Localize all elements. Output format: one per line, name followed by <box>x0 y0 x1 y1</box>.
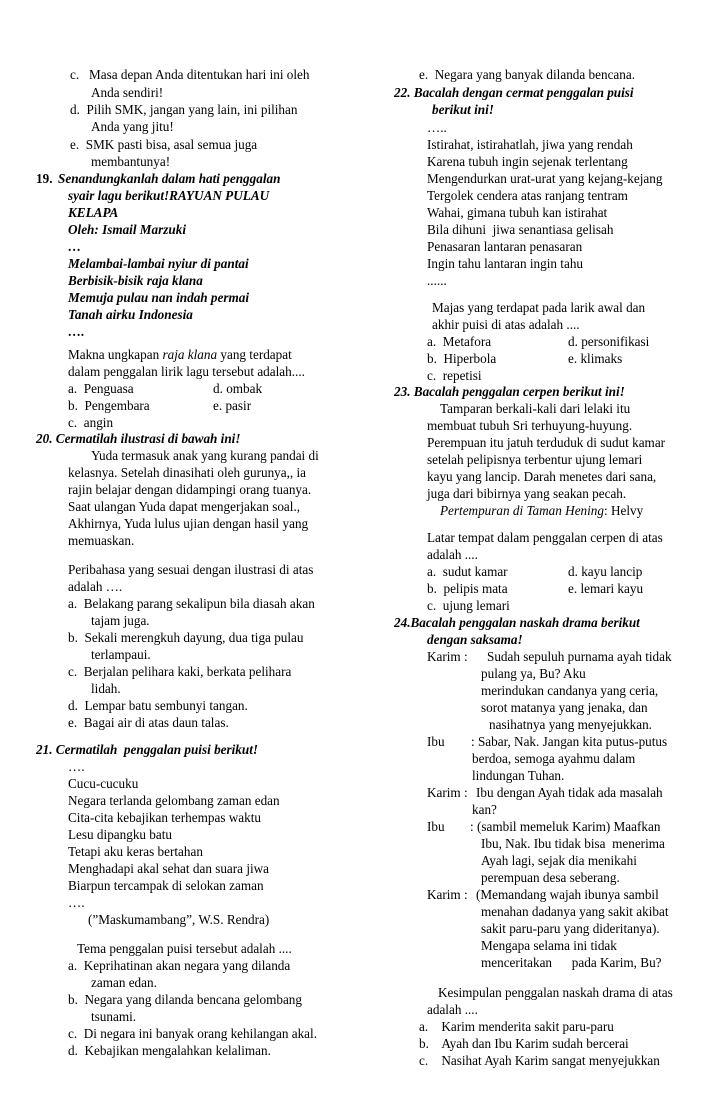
option-b: b. Sekali merengkuh dayung, dua tiga pulau <box>68 630 304 645</box>
option-c: c. Di negara ini banyak orang kehilangan akal. <box>68 1026 317 1041</box>
dialog-line: sorot matanya yang jenaka, dan <box>481 700 648 715</box>
option-e: e. klimaks <box>568 351 623 366</box>
question-24-text: adalah .... <box>427 1002 478 1017</box>
option-c-cont: Anda sendiri! <box>91 85 164 100</box>
question-20-text: adalah …. <box>68 579 123 594</box>
verse-line: … <box>68 239 82 254</box>
option-e: e. Negara yang banyak dilanda bencana. <box>419 67 636 82</box>
option-c: c. angin <box>68 415 114 430</box>
option-c: c. Berjalan pelihara kaki, berkata pelihara <box>68 664 292 679</box>
option-c: c. ujung lemari <box>427 598 510 613</box>
option-a: a. Metafora <box>427 334 492 349</box>
poem-line: Cucu-cucuku <box>68 776 139 791</box>
option-d: d. personifikasi <box>568 334 650 349</box>
option-b: b. Hiperbola <box>427 351 497 366</box>
option-b-cont: terlampaui. <box>91 647 151 662</box>
verse-line: Tanah airku Indonesia <box>68 307 193 322</box>
speaker-label: Karim : <box>427 785 468 800</box>
speaker-label: Karim : <box>427 887 468 902</box>
question-23-text: Latar tempat dalam penggalan cerpen di atas <box>427 530 663 545</box>
option-a-cont: zaman edan. <box>91 975 157 990</box>
option-a: a. Penguasa <box>68 381 134 396</box>
poem-line: ...... <box>427 273 447 288</box>
dialog-line: perempuan desa seberang. <box>481 870 620 885</box>
speaker-label: Karim : <box>427 649 468 664</box>
story-line: memuaskan. <box>68 533 135 548</box>
option-d: d. kayu lancip <box>568 564 643 579</box>
question-19-prompt: syair lagu berikut!RAYUAN PULAU <box>68 188 270 203</box>
question-23-text: adalah .... <box>427 547 478 562</box>
question-19-prompt: Senandungkanlah dalam hati penggalan <box>58 171 281 186</box>
poem-line: Biarpun tercampak di selokan zaman <box>68 878 264 893</box>
question-22-head: berikut ini! <box>432 102 494 117</box>
speaker-label: Ibu <box>427 819 445 834</box>
poem-line: Lesu dipangku batu <box>68 827 173 842</box>
poem-line: …. <box>68 759 85 774</box>
option-a-cont: tajam juga. <box>91 613 150 628</box>
option-d: d. Lempar batu sembunyi tangan. <box>68 698 248 713</box>
dialog-line: lindungan Tuhan. <box>472 768 565 783</box>
story-line: membuat tubuh Sri terhuyung-huyung. <box>427 418 633 433</box>
question-20-head: 20. Cermatilah ilustrasi di bawah ini! <box>36 431 241 446</box>
poem-line: Ingin tahu lantaran ingin tahu <box>427 256 584 271</box>
question-21-text: Tema penggalan puisi tersebut adalah .... <box>77 941 292 956</box>
question-19-text: dalam penggalan lirik lagu tersebut adalah.... <box>68 364 305 379</box>
dialog-line: : Sabar, Nak. Jangan kita putus-putus <box>471 734 668 749</box>
poem-line: Menghadapi akal sehat dan suara jiwa <box>68 861 270 876</box>
dialog-line: : (sambil memeluk Karim) Maafkan <box>470 819 661 834</box>
option-e: e. lemari kayu <box>568 581 644 596</box>
option-c-cont: lidah. <box>91 681 121 696</box>
question-number: 19. <box>36 171 53 186</box>
option-c: c. Masa depan Anda ditentukan hari ini oleh <box>70 67 310 82</box>
story-line: Akhirnya, Yuda lulus ujian dengan hasil yang <box>68 516 309 531</box>
question-24-head: 24.Bacalah penggalan naskah drama berikut <box>394 615 640 630</box>
question-22-text: Majas yang terdapat pada larik awal dan <box>432 300 646 315</box>
poem-line: Tergolek cendera atas ranjang tentram <box>427 188 628 203</box>
story-line: Saat ulangan Yuda dapat mengerjakan soal., <box>68 499 301 514</box>
option-d-cont: Anda yang jitu! <box>91 119 174 134</box>
story-line: kayu yang lancip. Darah menetes dari sana, <box>427 469 657 484</box>
option-d: d. Kebajikan mengalahkan kelaliman. <box>68 1043 271 1058</box>
verse-line: Melambai-lambai nyiur di pantai <box>68 256 249 271</box>
poem-line: Tetapi aku keras bertahan <box>68 844 203 859</box>
option-d: d. Pilih SMK, jangan yang lain, ini pilihan <box>70 102 298 117</box>
dialog-line: (Memandang wajah ibunya sambil <box>476 887 659 902</box>
option-b: b. Pengembara <box>68 398 150 413</box>
poem-line: Mengendurkan urat-urat yang kejang-kejang <box>427 171 663 186</box>
story-line: juga dari bibirnya yang seakan pecah. <box>427 486 627 501</box>
dialog-line: Mengapa selama ini tidak <box>481 938 617 953</box>
story-source: Pertempuran di Taman Hening: Helvy <box>440 503 644 518</box>
option-e: e. SMK pasti bisa, asal semua juga <box>70 137 258 152</box>
question-19-prompt: Oleh: Ismail Marzuki <box>68 222 186 237</box>
question-24-text: Kesimpulan penggalan naskah drama di atas <box>438 985 673 1000</box>
option-d: d. ombak <box>213 381 263 396</box>
poem-line: Negara terlanda gelombang zaman edan <box>68 793 280 808</box>
dialog-line: sakit paru-paru yang dideritanya). <box>481 921 660 936</box>
story-line: setelah pelipisnya terbentur ujung lemari <box>427 452 643 467</box>
dialog-line: kan? <box>472 802 497 817</box>
story-line: kelasnya. Setelah dinasihati oleh gurunya,, ia <box>68 465 307 480</box>
story-line: rajin belajar dengan didampingi orang tuanya. <box>68 482 312 497</box>
question-23-head: 23. Bacalah penggalan cerpen berikut ini! <box>394 384 625 399</box>
dialog-line: Sudah sepuluh purnama ayah tidak <box>487 649 672 664</box>
dialog-line: Ibu dengan Ayah tidak ada masalah <box>476 785 663 800</box>
dialog-line: berdoa, semoga ayahmu dalam <box>472 751 636 766</box>
poem-line: Penasaran lantaran penasaran <box>427 239 583 254</box>
poem-line: Cita-cita kebajikan terhempas waktu <box>68 810 261 825</box>
dialog-line: merindukan candanya yang ceria, <box>481 683 659 698</box>
option-b: b. pelipis mata <box>427 581 508 596</box>
option-a: a. Keprihatinan akan negara yang dilanda <box>68 958 291 973</box>
story-line: Yuda termasuk anak yang kurang pandai di <box>91 448 319 463</box>
poem-source: (”Maskumambang”, W.S. Rendra) <box>88 912 270 927</box>
option-a: a. sudut kamar <box>427 564 508 579</box>
dialog-line: Ibu, Nak. Ibu tidak bisa menerima <box>481 836 665 851</box>
question-22-text: akhir puisi di atas adalah .... <box>432 317 580 332</box>
option-b: b. Negara yang dilanda bencana gelombang <box>68 992 302 1007</box>
verse-line: …. <box>68 324 85 339</box>
verse-line: Berbisik-bisik raja klana <box>68 273 203 288</box>
option-e-cont: membantunya! <box>91 154 171 169</box>
story-line: Tamparan berkali-kali dari lelaki itu <box>440 401 631 416</box>
question-21-head: 21. Cermatilah penggalan puisi berikut! <box>36 742 259 757</box>
poem-line: Bila dihuni jiwa senantiasa gelisah <box>427 222 614 237</box>
option-a: a. Belakang parang sekalipun bila diasah akan <box>68 596 315 611</box>
option-a: a. Karim menderita sakit paru-paru <box>419 1019 614 1034</box>
dialog-line: Ayah lagi, sejak dia menikahi <box>481 853 637 868</box>
dialog-line: pulang ya, Bu? Aku <box>481 666 586 681</box>
dialog-line: menahan dadanya yang sakit akibat <box>481 904 669 919</box>
option-b-cont: tsunami. <box>91 1009 137 1024</box>
poem-line: Wahai, gimana tubuh kan istirahat <box>427 205 608 220</box>
speaker-label: Ibu <box>427 734 445 749</box>
option-e: e. Bagai air di atas daun talas. <box>68 715 229 730</box>
dialog-line: menceritakan pada Karim, Bu? <box>481 955 662 970</box>
question-24-head: dengan saksama! <box>427 632 523 647</box>
question-20-text: Peribahasa yang sesuai dengan ilustrasi di atas <box>68 562 314 577</box>
poem-line: …. <box>68 895 85 910</box>
question-19-text: Makna ungkapan raja klana yang terdapat <box>68 347 292 362</box>
poem-line: Karena tubuh ingin sejenak terlentang <box>427 154 628 169</box>
option-b: b. Ayah dan Ibu Karim sudah bercerai <box>419 1036 629 1051</box>
verse-line: Memuja pulau nan indah permai <box>68 290 250 305</box>
dialog-line: nasihatnya yang menyejukkan. <box>489 717 652 732</box>
poem-line: Istirahat, istirahatlah, jiwa yang rendah <box>427 137 633 152</box>
story-line: Perempuan itu jatuh terduduk di sudut kamar <box>427 435 666 450</box>
option-e: e. pasir <box>213 398 252 413</box>
poem-line: ….. <box>427 120 447 135</box>
option-c: c. repetisi <box>427 368 482 383</box>
option-c: c. Nasihat Ayah Karim sangat menyejukkan <box>419 1053 660 1068</box>
question-22-head: 22. Bacalah dengan cermat penggalan puisi <box>394 85 634 100</box>
question-19-prompt: KELAPA <box>68 205 119 220</box>
